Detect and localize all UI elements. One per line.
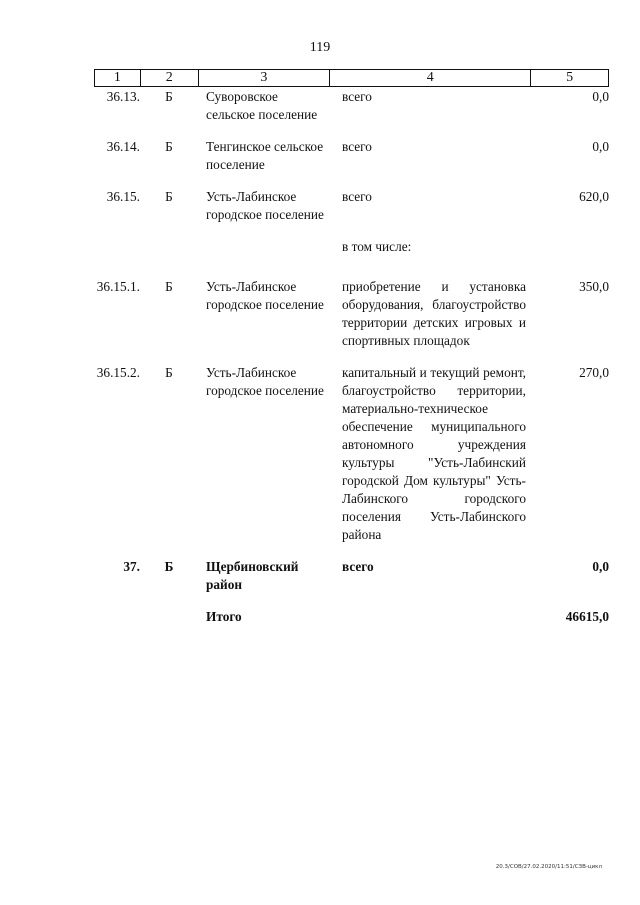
row-number: 36.14. <box>106 139 140 154</box>
row-code: Б <box>165 365 173 380</box>
row-purpose <box>330 608 532 626</box>
header-col-1: 1 <box>95 70 141 86</box>
total-amount: 46615,0 <box>565 609 609 624</box>
row-amount <box>532 238 609 256</box>
table-body <box>94 88 609 640</box>
row-number: 36.15. <box>106 189 140 204</box>
header-col-4: 4 <box>330 70 531 86</box>
row-code: Б <box>164 559 174 574</box>
row-code: Б <box>165 279 173 294</box>
footer-stamp: 20.3/СОВ/27.02.2020/11:51/СЗВ-цикл <box>495 864 602 870</box>
header-col-5: 5 <box>566 70 574 85</box>
row-number: 37. <box>123 559 140 574</box>
row-code: Б <box>165 89 173 104</box>
row-amount: 620,0 <box>579 189 609 204</box>
row-purpose: всего <box>342 139 372 154</box>
row-amount: 0,0 <box>592 559 609 574</box>
table-row <box>94 364 609 544</box>
row-name: Усть-Лабинское городское поселение <box>206 189 324 222</box>
row-amount: 270,0 <box>579 365 609 380</box>
table-row <box>94 558 609 594</box>
total-label: Итого <box>206 609 242 624</box>
row-number: 36.13. <box>106 89 140 104</box>
row-purpose: приобретение и установка оборудования, благоустройство территории детских игровых и спортивных площадок <box>342 279 526 348</box>
row-code <box>140 608 198 626</box>
row-number <box>94 238 140 256</box>
row-name: Суворовское сельское поселение <box>206 89 318 122</box>
row-code: Б <box>165 139 173 154</box>
row-amount: 350,0 <box>579 279 609 294</box>
total-row <box>94 608 609 626</box>
row-amount: 0,0 <box>592 139 609 154</box>
table-row <box>94 88 609 124</box>
row-name <box>198 238 330 256</box>
row-number <box>94 608 140 626</box>
header-col-2: 2 <box>141 70 199 86</box>
table-row <box>94 278 609 350</box>
row-code: Б <box>165 189 173 204</box>
row-name: Щербиновский район <box>206 559 299 592</box>
table-row <box>94 138 609 174</box>
row-name: Тенгинское сельское поселение <box>206 139 324 172</box>
table-header <box>94 69 609 87</box>
row-name: Усть-Лабинское городское поселение <box>206 279 324 312</box>
page-number: 119 <box>309 40 331 55</box>
row-number: 36.15.2. <box>96 365 140 380</box>
row-amount: 0,0 <box>592 89 609 104</box>
row-name: Усть-Лабинское городское поселение <box>206 365 324 398</box>
table-row <box>94 188 609 224</box>
row-purpose: капитальный и текущий ремонт, благоустройство территории, материально-техническое обеспечение муниципального автономного учреждения культуры "Усть-Лабинский городской Дом культуры" Усть-Лабинского городского поселения Усть-Лабинского района <box>342 365 526 542</box>
row-purpose: в том числе: <box>342 239 412 254</box>
row-code <box>140 238 198 256</box>
row-number: 36.15.1. <box>96 279 140 294</box>
header-col-3: 3 <box>199 70 330 86</box>
table-row <box>94 238 609 256</box>
row-purpose: всего <box>342 189 372 204</box>
row-purpose: всего <box>342 559 374 574</box>
row-purpose: всего <box>342 89 372 104</box>
